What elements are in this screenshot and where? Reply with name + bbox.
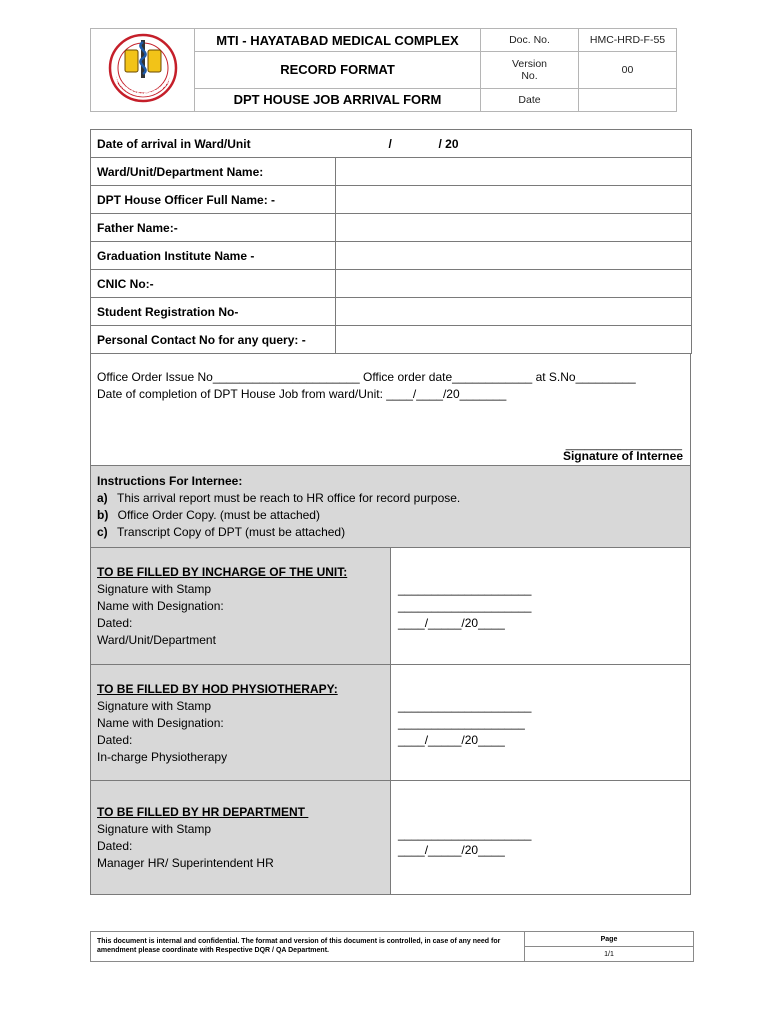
version-label-line1: Version [511, 57, 548, 70]
org-title: MTI - HAYATABAD MEDICAL COMPLEX [195, 29, 481, 52]
internee-signature-label: Signature of Internee [562, 449, 683, 463]
hod-heading: TO BE FILLED BY HOD PHYSIOTHERAPY: [97, 682, 338, 696]
incharge-signature-label: Signature with Stamp [97, 582, 212, 596]
hod-signature-field[interactable]: ____________________ [398, 699, 532, 713]
hod-signature-label: Signature with Stamp [97, 699, 212, 713]
office-order-section [90, 353, 691, 465]
officer-name-field[interactable] [336, 186, 692, 214]
document-header [90, 28, 677, 112]
logo-cell [91, 29, 195, 112]
hod-dated-label: Dated: [97, 733, 133, 747]
hod-name-label: Name with Designation: [97, 716, 224, 730]
incharge-signature-field[interactable]: ____________________ [398, 582, 532, 596]
doc-no-value: HMC-HRD-F-55 [579, 29, 677, 52]
field-row-ward [91, 158, 692, 186]
hod-name-field[interactable]: ___________________ [398, 716, 525, 730]
contact-field[interactable] [336, 326, 692, 354]
hospital-logo-icon [98, 30, 188, 108]
incharge-date-field[interactable]: ____/_____/20____ [398, 616, 505, 630]
arrival-date-label: Date of arrival in Ward/Unit [91, 130, 336, 158]
doc-no-label: Doc. No. [481, 29, 579, 52]
version-value: 00 [579, 52, 677, 88]
hr-section-values [390, 780, 691, 895]
instructions-heading: Instructions For Internee: [97, 474, 243, 488]
arrival-date-sep1: / [388, 137, 392, 151]
internee-signature-line[interactable]: ___________________ [565, 439, 682, 451]
cnic-field[interactable] [336, 270, 692, 298]
document-footer [90, 931, 694, 962]
form-title: DPT HOUSE JOB ARRIVAL FORM [195, 88, 481, 111]
father-name-label: Father Name:- [91, 214, 336, 242]
hr-signature-field[interactable]: ____________________ [398, 827, 532, 841]
office-order-line[interactable]: Office Order Issue No______________________ Office order date____________ at S.No_________ [97, 370, 636, 384]
hr-role-label: Manager HR/ Superintendent HR [97, 856, 274, 870]
registration-label: Student Registration No- [91, 298, 336, 326]
ward-label: Ward/Unit/Department Name: [91, 158, 336, 186]
hr-date-field[interactable]: ____/_____/20____ [398, 843, 505, 857]
instruction-item-b [97, 507, 320, 524]
instruction-marker: b) [97, 508, 109, 522]
confidentiality-notice: This document is internal and confidential. The format and version of this document is controlled, in case of any need for amendment please coordinate with Respective DQR / QA Department. [91, 932, 525, 962]
hr-signature-label: Signature with Stamp [97, 822, 212, 836]
officer-name-label: DPT House Officer Full Name: - [91, 186, 336, 214]
version-label [481, 52, 579, 88]
field-row-registration [91, 298, 692, 326]
page-label: Page [525, 932, 694, 947]
father-name-field[interactable] [336, 214, 692, 242]
instruction-text: This arrival report must be reach to HR office for record purpose. [117, 491, 461, 505]
field-row-cnic [91, 270, 692, 298]
field-row-officer-name [91, 186, 692, 214]
incharge-section-values [390, 547, 691, 665]
incharge-heading: TO BE FILLED BY INCHARGE OF THE UNIT: [97, 565, 348, 579]
record-format-title: RECORD FORMAT [195, 52, 481, 88]
page-number: 1/1 [525, 947, 694, 962]
date-value[interactable] [579, 88, 677, 111]
instruction-text: Transcript Copy of DPT (must be attached) [117, 525, 346, 539]
completion-date-line[interactable]: Date of completion of DPT House Job from ward/Unit: ____/____/20_______ [97, 387, 507, 401]
incharge-ward-label: Ward/Unit/Department [97, 633, 216, 647]
field-row-institute [91, 242, 692, 270]
arrival-date-field[interactable] [336, 130, 692, 158]
institute-label: Graduation Institute Name - [91, 242, 336, 270]
hr-dated-label: Dated: [97, 839, 133, 853]
field-row-arrival-date [91, 130, 692, 158]
institute-field[interactable] [336, 242, 692, 270]
incharge-section-labels [90, 547, 391, 665]
instruction-marker: a) [97, 491, 108, 505]
hod-section-values [390, 664, 691, 781]
instructions-section [90, 465, 691, 548]
incharge-dated-label: Dated: [97, 616, 133, 630]
instruction-text: Office Order Copy. (must be attached) [117, 508, 320, 522]
hod-section-labels [90, 664, 391, 781]
hod-role-label: In-charge Physiotherapy [97, 750, 228, 764]
personal-details-table [90, 129, 692, 354]
instruction-marker: c) [97, 525, 108, 539]
incharge-name-field[interactable]: ____________________ [398, 599, 532, 613]
version-label-line2: No. [521, 69, 538, 82]
hr-heading: TO BE FILLED BY HR DEPARTMENT [97, 805, 309, 819]
ward-field[interactable] [336, 158, 692, 186]
cnic-label: CNIC No:- [91, 270, 336, 298]
hr-section-labels [90, 780, 391, 895]
instruction-item-a [97, 490, 460, 507]
incharge-name-label: Name with Designation: [97, 599, 224, 613]
registration-field[interactable] [336, 298, 692, 326]
hod-date-field[interactable]: ____/_____/20____ [398, 733, 505, 747]
contact-label: Personal Contact No for any query: - [91, 326, 336, 354]
arrival-date-sep2: / 20 [438, 137, 459, 151]
date-label: Date [481, 88, 579, 111]
field-row-father [91, 214, 692, 242]
svg-text:HAYATABAD MEDICAL COMPLEX: HAYATABAD MEDICAL COMP [113, 72, 174, 98]
instruction-item-c [97, 524, 345, 541]
field-row-contact [91, 326, 692, 354]
